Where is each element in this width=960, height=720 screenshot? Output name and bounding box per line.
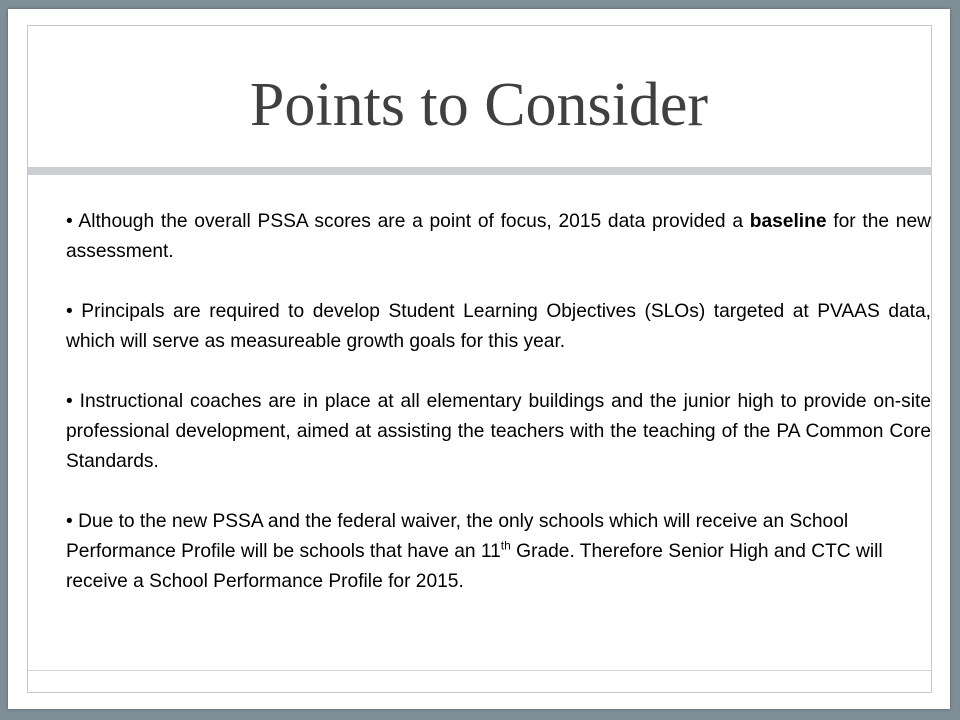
bullet-text: Due to the new PSSA and the federal waiver, the only schools which will receive an School Performance Profile will be schools that have an 11 [66, 511, 849, 562]
bullet-text: Grade. Therefore Senior High and CTC will receive a School Performance Profile for 2015. [66, 541, 883, 592]
bullet-item-coaches [66, 387, 931, 477]
bullet-text: Instructional coaches are in place at all elementary buildings and the junior high to provide on-site professional development, aimed at assisting the teachers with the teaching of the PA Common Core Standards. [66, 391, 931, 472]
footer-divider [28, 670, 932, 671]
bullet-item-pssa-waiver [66, 507, 931, 597]
bullet-bold-text: baseline [749, 211, 827, 232]
superscript: th [500, 538, 511, 553]
bullet-item-slos [66, 297, 931, 357]
bullet-text: Although the overall PSSA scores are a point of focus, 2015 data provided a [78, 211, 750, 232]
slide-title: Points to Consider [249, 71, 709, 139]
bullet-marker: • [66, 211, 79, 232]
bullet-text: for the new assessment. [66, 211, 931, 262]
bullet-marker: • [66, 301, 82, 322]
bullet-text: Principals are required to develop Student Learning Objectives (SLOs) targeted at PVAAS data, which will serve as measureable growth goals for this year. [66, 301, 931, 352]
bullet-marker: • [66, 391, 80, 412]
title-divider [28, 167, 932, 175]
bullet-item-baseline [66, 207, 931, 267]
slide [8, 9, 950, 709]
bullet-list [66, 207, 931, 627]
bullet-marker: • [66, 511, 79, 532]
